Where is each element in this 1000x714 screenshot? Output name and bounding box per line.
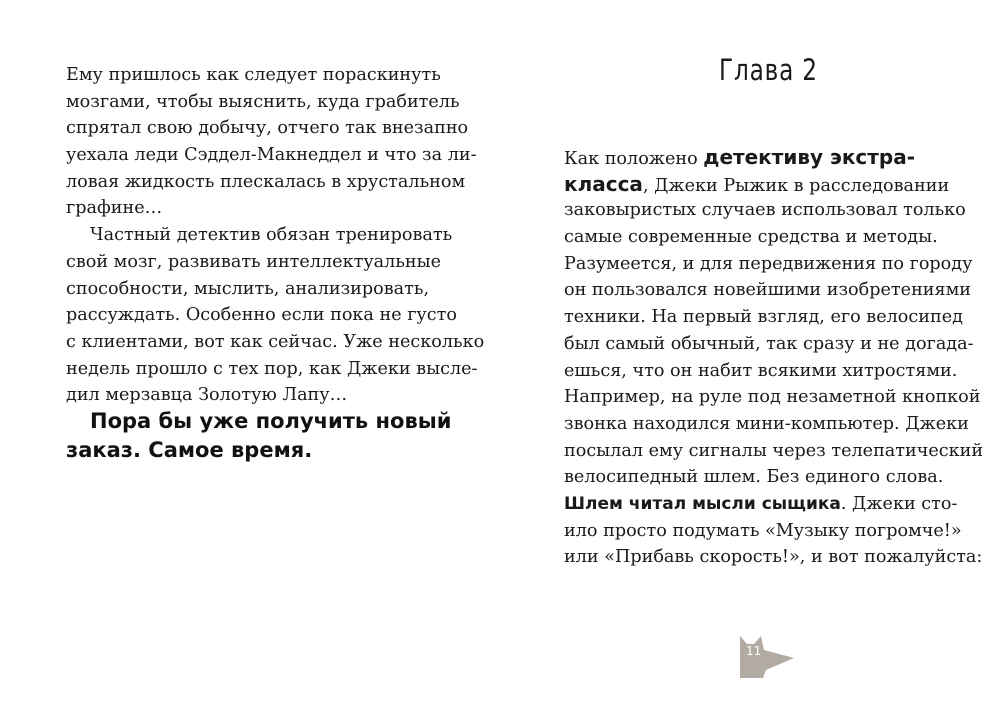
bold-phrase: класса: [564, 171, 643, 196]
text-line: дил мерзавца Золотую Лапу…: [66, 385, 348, 406]
text-line: Разумеется, и для передвижения по городу: [564, 253, 973, 274]
text-line: [564, 144, 983, 171]
text-line: Ему пришлось как следует пораскинуть: [66, 65, 441, 85]
text-line: он пользовался новейшими изобретениями: [564, 280, 972, 301]
chapter-title: Глава 2: [719, 53, 818, 87]
text-line: посылал ему сигналы через телепатический: [564, 440, 984, 461]
text-line: ешься, что он набит всякими хитростями.: [564, 360, 958, 381]
text-line: велосипедный шлем. Без единого слова.: [564, 467, 944, 488]
right-page: [500, 0, 1000, 714]
page-number-badge: [736, 632, 796, 678]
bold-phrase: детективу экстра-: [703, 145, 915, 169]
emphasized-paragraph: [66, 407, 452, 464]
text-line: звонка находился мини-компьютер. Джеки: [564, 413, 969, 434]
text-run: Как положено: [564, 149, 704, 169]
text-line: Частный детектив обязан тренировать: [90, 225, 453, 246]
text-line: рассуждать. Особенно если пока не густо: [66, 305, 457, 326]
emphasized-line: заказ. Самое время.: [66, 437, 313, 462]
left-page-text: [66, 62, 484, 409]
text-line: способности, мыслить, анализировать,: [66, 278, 430, 299]
text-line: мозгами, чтобы выяснить, куда грабитель: [66, 91, 460, 112]
text-line: с клиентами, вот как сейчас. Уже несколько: [66, 331, 485, 352]
text-run: , Джеки Рыжик в расследовании: [642, 175, 950, 196]
text-line: ило просто подумать «Музыку погромче!»: [564, 520, 962, 541]
text-line: самые современные средства и методы.: [564, 227, 938, 248]
text-line: ловая жидкость плескалась в хрустальном: [66, 171, 466, 192]
text-run: . Джеки сто-: [840, 493, 958, 514]
fox-head-icon: [736, 632, 796, 678]
page-number: 11: [746, 644, 762, 658]
text-line: был самый обычный, так сразу и не догада-: [564, 333, 974, 354]
text-line: [564, 171, 983, 198]
text-line: уехала леди Сэддел-Макнеддел и что за ли-: [66, 145, 477, 166]
text-line: недель прошло с тех пор, как Джеки высле-: [66, 358, 478, 379]
text-line: свой мозг, развивать интеллектуальные: [66, 251, 442, 272]
text-line: графине…: [66, 198, 163, 219]
text-line: Например, на руле под незаметной кнопкой: [564, 387, 981, 408]
right-page-text: [564, 144, 983, 571]
text-line: заковыристых случаев использовал только: [564, 200, 966, 221]
text-line: техники. На первый взгляд, его велосипед: [564, 307, 963, 328]
bold-phrase: Шлем читал мысли сыщика: [564, 493, 841, 514]
text-line: или «Прибавь скорость!», и вот пожалуйста:: [564, 547, 983, 568]
text-line: [564, 491, 983, 518]
text-line: спрятал свою добычу, отчего так внезапно: [66, 118, 469, 139]
emphasized-line: Пора бы уже получить новый: [90, 409, 452, 433]
